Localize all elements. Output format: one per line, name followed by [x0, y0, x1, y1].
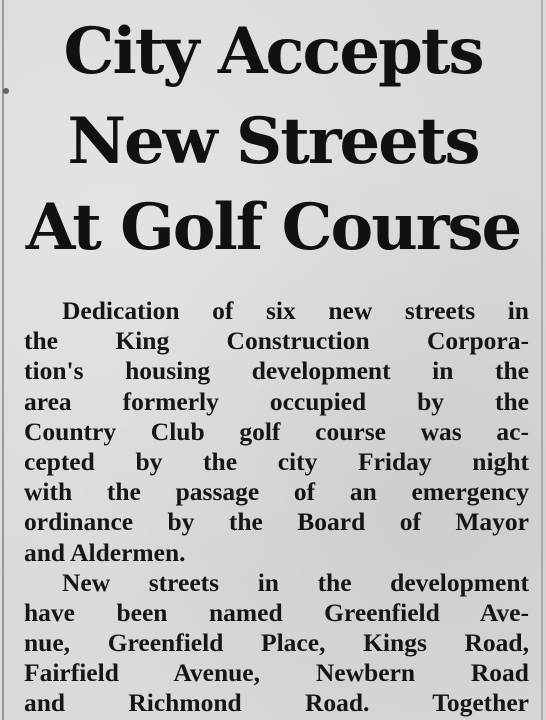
headline-line-2: New Streets	[67, 104, 479, 179]
ink-speck	[3, 88, 9, 94]
column-rule-left	[2, 0, 4, 720]
article-body	[24, 296, 529, 719]
headline-line-1: City Accepts	[63, 14, 483, 89]
article-line: New streets in the development	[62, 567, 529, 597]
article-line: Country Club golf course was ac-	[24, 416, 529, 446]
article-line: the King Construction Corpora-	[24, 326, 529, 356]
article-line: cepted by the city Friday night	[24, 446, 529, 476]
article-line: with the passage of an emergency	[24, 477, 529, 507]
article-line: have been named Greenfield Ave-	[24, 597, 529, 627]
article-line: area formerly occupied by the	[24, 386, 529, 416]
article-line: tion's housing development in the	[24, 356, 529, 386]
headline-line-3: At Golf Course	[25, 190, 521, 265]
article-line: and Aldermen.	[24, 537, 186, 567]
article-line: Dedication of six new streets in	[62, 296, 529, 325]
column-rule-right	[541, 0, 543, 720]
article-line: ordinance by the Board of Mayor	[24, 507, 529, 537]
article-line: Fairfield Avenue, Newbern Road	[24, 658, 529, 688]
article-line: and Richmond Road. Together	[24, 688, 529, 718]
article-line: nue, Greenfield Place, Kings Road,	[24, 628, 529, 658]
